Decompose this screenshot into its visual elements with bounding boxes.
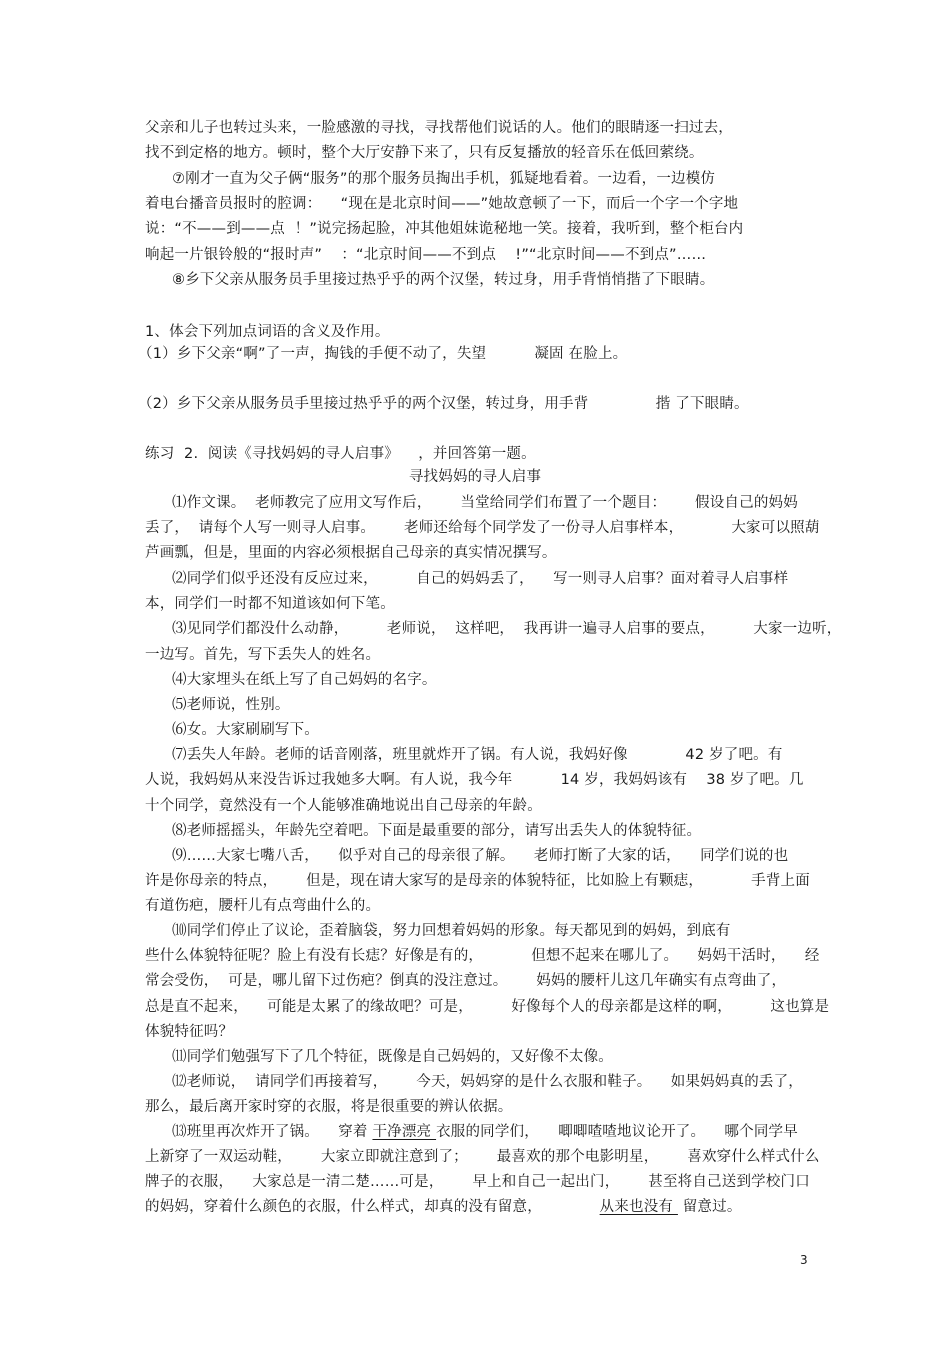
question-item-2: （2）乡下父亲从服务员手里接过热乎乎的两个汉堡，转过身，用手背 揩 了下眼睛。: [138, 396, 749, 412]
story-paragraph-7: ⑦刚才一直为父子俩“服务”的那个服务员掏出手机，狐疑地看着。一边看，一边模仿: [172, 171, 716, 187]
question-item-1: （1）乡下父亲“啊”了一声，掏钱的手便不动了，失望 凝固 在脸上。: [138, 346, 628, 362]
article-line: 人说，我妈妈从来没告诉过我她多大啊。有人说，我今年 14 岁，我妈妈该有 38 岁了吧。几: [145, 772, 804, 788]
article-line: 有道伤疤，腰杆儿有点弯曲什么的。: [145, 898, 381, 914]
story-line: 父亲和儿子也转过头来，一脸感激的寻找，寻找帮他们说话的人。他们的眼睛逐一扫过去，: [145, 120, 733, 136]
article-line: 丢了， 请每个人写一则寻人启事。 老师还给每个同学发了一份寻人启事样本， 大家可以照葫: [145, 520, 820, 536]
article-line: ⑻老师摇摇头，年龄先空着吧。下面是最重要的部分，请写出丢失人的体貌特征。: [172, 823, 702, 839]
article-line: ⑴作文课。 老师教完了应用文写作后， 当堂给同学们布置了一个题目： 假设自己的妈妈: [172, 495, 798, 511]
underlined-phrase: 从来也没有: [599, 1199, 678, 1215]
article-line: 总是直不起来， 可能是太累了的缘故吧？可是， 好像每个人的母亲都是这样的啊， 这也算是: [145, 999, 830, 1015]
article-line: 许是你母亲的特点， 但是，现在请大家写的是母亲的体貌特征，比如脸上有颗痣， 手背上面: [145, 873, 810, 889]
article-line: 上新穿了一双运动鞋， 大家立即就注意到了； 最喜欢的那个电影明星， 喜欢穿什么样式什么: [145, 1149, 820, 1165]
article-line: 十个同学，竟然没有一个人能够准确地说出自己母亲的年龄。: [145, 798, 542, 814]
story-line: 说：“不——到——点 ！”说完扬起脸，冲其他姐妹诡秘地一笑。接着，我听到，整个柜台内: [145, 221, 744, 237]
article-line: 本，同学们一时都不知道该如何下笔。: [145, 596, 395, 612]
story-line: 找不到定格的地方。顿时，整个大厅安静下来了，只有反复播放的轻音乐在低回萦绕。: [145, 145, 704, 161]
article-line: 体貌特征吗？: [145, 1024, 234, 1040]
article-line: ⑽同学们停止了议论，歪着脑袋，努力回想着妈妈的形象。每天都见到的妈妈，到底有: [172, 923, 731, 939]
article-line: 芦画瓢，但是，里面的内容必须根据自己母亲的真实情况撰写。: [145, 545, 557, 561]
article-line: ⑺丢失人年龄。老师的话音刚落，班里就炸开了锅。有人说，我妈好像 42 岁了吧。有: [172, 747, 783, 763]
article-line-13: [172, 1122, 798, 1142]
article-line: ⑼……大家七嘴八舌， 似乎对自己的母亲很了解。 老师打断了大家的话， 同学们说的也: [172, 848, 789, 864]
text-span: 的妈妈，穿着什么颜色的衣服，什么样式，却真的没有留意，: [145, 1199, 600, 1215]
article-line: ⑿老师说， 请同学们再接着写， 今天，妈妈穿的是什么衣服和鞋子。 如果妈妈真的丢了，: [172, 1074, 804, 1090]
article-line: 常会受伤， 可是，哪儿留下过伤疤？倒真的没注意过。 妈妈的腰杆儿这几年确实有点弯曲了，: [145, 973, 787, 989]
article-line: ⑸老师说，性别。: [172, 697, 290, 713]
article-line: ⑵同学们似乎还没有反应过来， 自己的妈妈丢了， 写一则寻人启事？面对着寻人启事样: [172, 571, 789, 587]
text-span: ⒀班里再次炸开了锅。 穿着: [172, 1124, 373, 1140]
story-line: 响起一片银铃般的“报时声” ：“北京时间——不到点 !”“北京时间——不到点”……: [145, 247, 707, 263]
article-line: ⑹女。大家刷刷写下。: [172, 722, 319, 738]
underlined-phrase: 干净漂亮: [372, 1124, 437, 1140]
article-line-last: [145, 1197, 742, 1217]
story-line: 着电台播音员报时的腔调： “现在是北京时间——”她故意顿了一下，而后一个字一个字地: [145, 196, 739, 212]
article-line: 一边写。首先，写下丢失人的姓名。: [145, 647, 381, 663]
story-paragraph-8: ⑧乡下父亲从服务员手里接过热乎乎的两个汉堡，转过身，用手背悄悄揩了下眼睛。: [172, 272, 715, 288]
text-span: 衣服的同学们， 唧唧喳喳地议论开了。 哪个同学早: [436, 1124, 798, 1140]
article-line: 那么，最后离开家时穿的衣服，将是很重要的辨认依据。: [145, 1099, 513, 1115]
exercise-intro: 练习 2. 阅读《寻找妈妈的寻人启事》 ，并回答第一题。: [145, 446, 536, 462]
article-line: 些什么体貌特征呢？脸上有没有长痣？好像是有的， 但想不起来在哪儿了。 妈妈干活时， 经: [145, 948, 820, 964]
article-line: ⑷大家埋头在纸上写了自己妈妈的名字。: [172, 672, 437, 688]
article-line: ⑾同学们勉强写下了几个特征，既像是自己妈妈的，又好像不太像。: [172, 1049, 613, 1065]
article-line: ⑶见同学们都没什么动静， 老师说， 这样吧， 我再讲一遍寻人启事的要点， 大家一边听，: [172, 621, 842, 637]
article-title: 寻找妈妈的寻人启事: [408, 469, 542, 485]
text-span: 留意过。: [677, 1199, 742, 1215]
article-line: 牌子的衣服， 大家总是一清二楚……可是， 早上和自己一起出门， 甚至将自己送到学校门口: [145, 1174, 810, 1190]
page-number: 3: [800, 1253, 808, 1267]
question-title: 1、体会下列加点词语的含义及作用。: [145, 324, 390, 340]
